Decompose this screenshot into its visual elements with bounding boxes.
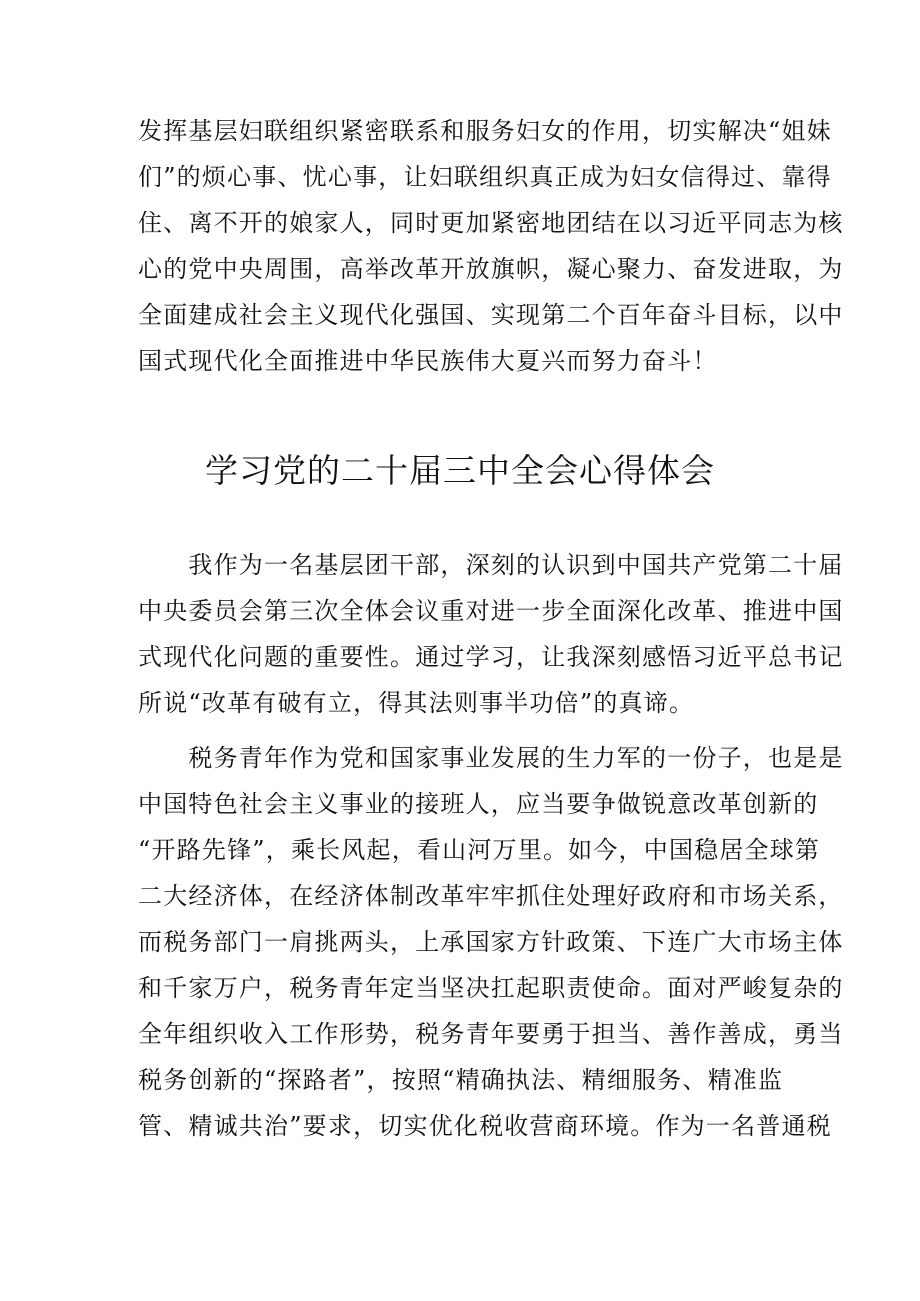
paragraph-2 bbox=[138, 735, 844, 1149]
text-line: 国式现代化全面推进中华民族伟大夏兴而努力奋斗！ bbox=[138, 347, 718, 375]
text-line: 全年组织收入工作形势，税务青年要勇于担当、善作善成，勇当 bbox=[138, 1020, 844, 1048]
text-line: 心的党中央周围，高举改革开放旗帜，凝心聚力、奋发进取，为 bbox=[138, 255, 844, 283]
text-line: 中国特色社会主义事业的接班人，应当要争做锐意改革创新的 bbox=[138, 790, 819, 818]
text-line: 们”的烦心事、忧心事，让妇联组织真正成为妇女信得过、靠得 bbox=[138, 163, 832, 191]
text-line: 税务青年作为党和国家事业发展的生力军的一份子，也是是 bbox=[138, 744, 844, 772]
text-line: 我作为一名基层团干部，深刻的认识到中国共产党第二十届 bbox=[138, 551, 844, 579]
text-line: 全面建成社会主义现代化强国、实现第二个百年奋斗目标，以中 bbox=[138, 301, 844, 329]
text-line: 所说“改革有破有立，得其法则事半功倍”的真谛。 bbox=[138, 689, 695, 717]
text-line: 而税务部门一肩挑两头，上承国家方针政策、下连广大市场主体 bbox=[138, 928, 844, 956]
text-line: 中央委员会第三次全体会议重对进一步全面深化改革、推进中国 bbox=[138, 597, 844, 625]
text-line: 式现代化问题的重要性。通过学习，让我深刻感悟习近平总书记 bbox=[138, 643, 844, 671]
text-line: 和千家万户，税务青年定当坚决扛起职责使命。面对严峻复杂的 bbox=[138, 974, 844, 1002]
text-line: 住、离不开的娘家人，同时更加紧密地团结在以习近平同志为核 bbox=[138, 209, 844, 237]
text-line: 二大经济体，在经济体制改革牢牢抓住处理好政府和市场关系， bbox=[138, 882, 844, 910]
document-title: 学习党的二十届三中全会心得体会 bbox=[205, 451, 715, 490]
text-line: 发挥基层妇联组织紧密联系和服务妇女的作用，切实解决“姐妹 bbox=[138, 117, 832, 145]
text-line: “开路先锋”，乘长风起，看山河万里。如今，中国稳居全球第 bbox=[138, 836, 821, 864]
top-paragraph bbox=[138, 108, 844, 384]
text-line: 管、精诚共治”要求，切实优化税收营商环境。作为一名普通税 bbox=[138, 1112, 832, 1140]
text-line: 税务创新的“探路者”，按照“精确执法、精细服务、精准监 bbox=[138, 1066, 784, 1094]
paragraph-1 bbox=[138, 542, 844, 726]
